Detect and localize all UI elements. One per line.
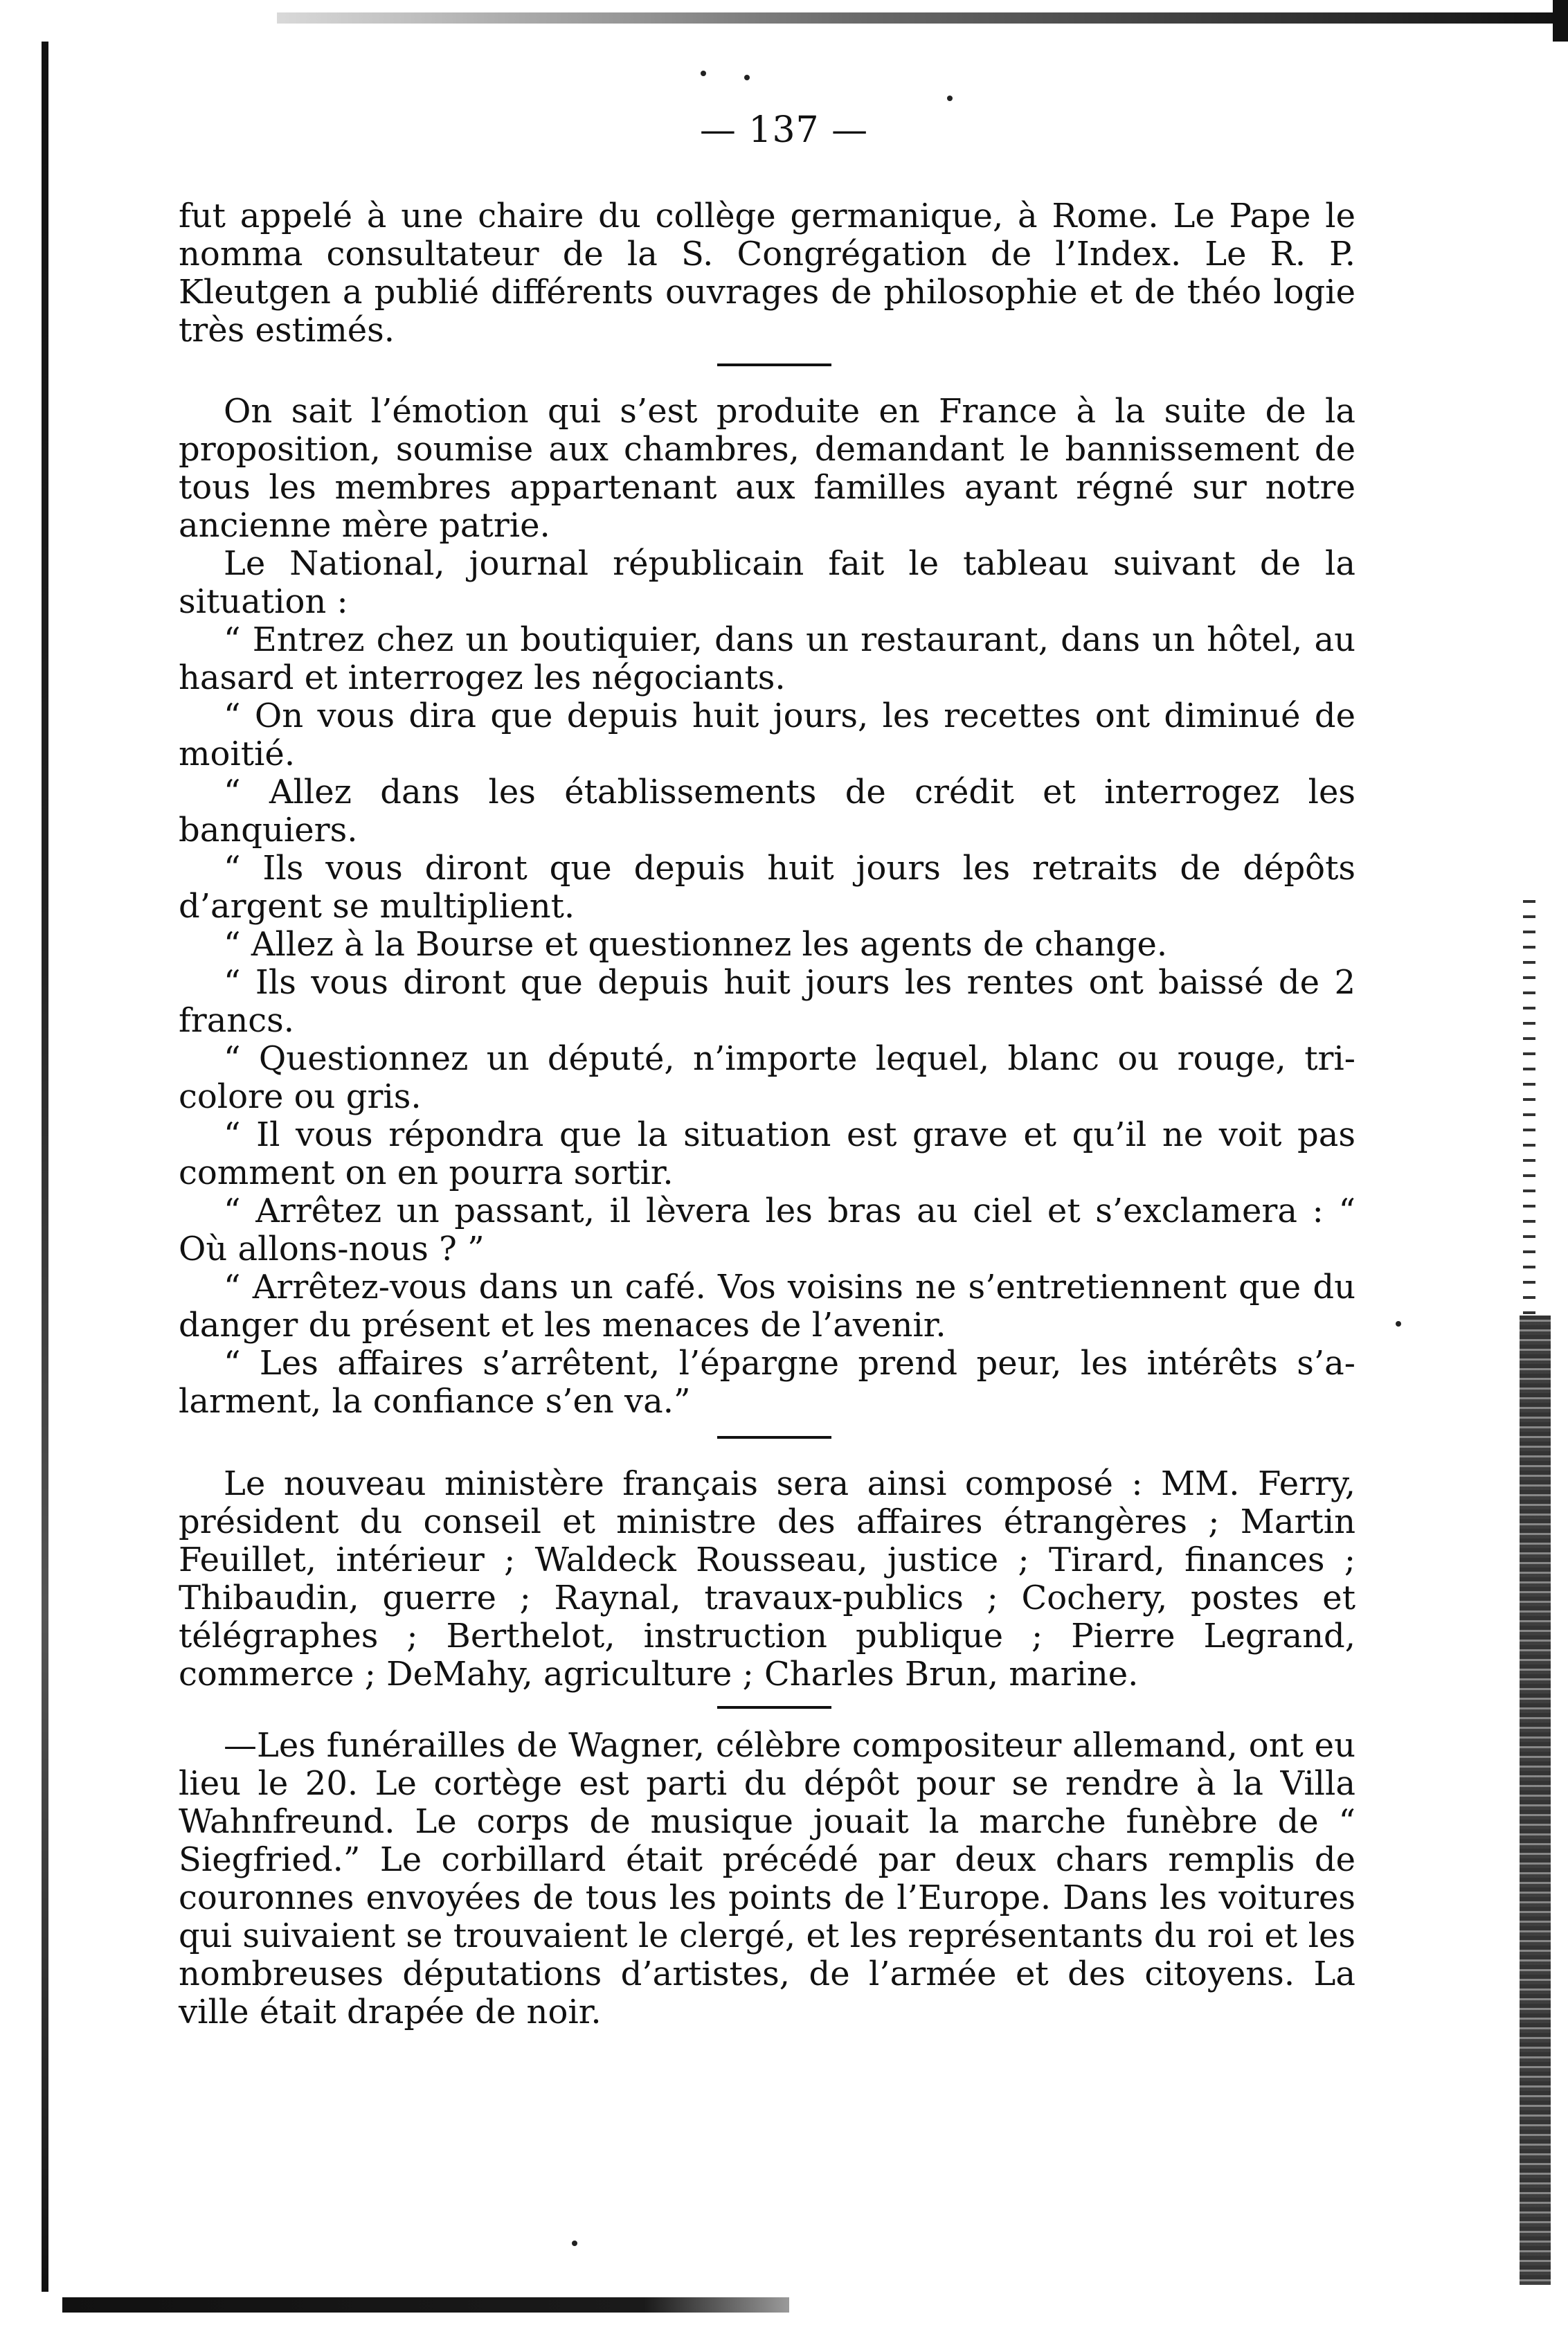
quote-line: “ Questionnez un député, n’importe lequel, blanc ou rouge, tri-colore ou gris. xyxy=(179,1039,1355,1116)
right-page-edge-upper xyxy=(1523,900,1535,1316)
speck-mark xyxy=(947,96,953,101)
quote-line: “ Arrêtez-vous dans un café. Vos voisins ne s’entretiennent que du danger du présent et les menaces de l’avenir. xyxy=(179,1268,1355,1345)
paragraph-national-intro: Le National, journal républicain fait le tableau suivant de la situation : xyxy=(179,544,1355,621)
section-separator xyxy=(717,1436,831,1439)
section-separator xyxy=(717,1706,831,1709)
speck-mark xyxy=(1396,1321,1401,1327)
speck-mark xyxy=(572,2241,577,2246)
quote-line: “ Allez dans les établissements de crédit et interrogez les banquiers. xyxy=(179,773,1355,850)
paragraph-kleutgen: fut appelé à une chaire du collège germanique, à Rome. Le Pape le nomma consultateur de la S. Congrégation de l’Index. Le R. P. Kleutgen a publié différents ouvrages de philosophie et de théo logie très estimés. xyxy=(179,197,1355,350)
paragraph-wagner: —Les funérailles de Wagner, célèbre compositeur allemand, ont eu lieu le 20. Le cortège est parti du dépôt pour se rendre à la Villa Wahnfreund. Le corps de musique jouait la marche funèbre de “ Siegfried.” Le corbillard était précédé par deux chars remplis de couronnes envoyées de tous les points de l’Europe. Dans les voitures qui suivaient se trouvaient le clergé, et les représentants du roi et les nombreuses députations d’artistes, de l’armée et des citoyens. La ville était drapée de noir. xyxy=(179,1726,1355,2031)
left-page-edge xyxy=(42,42,48,2292)
top-border-rule xyxy=(277,12,1565,24)
quote-line: “ Ils vous diront que depuis huit jours les rentes ont baissé de 2 francs. xyxy=(179,963,1355,1040)
page-number: — 137 — xyxy=(699,109,869,151)
paragraph-emotion: On sait l’émotion qui s’est produite en France à la suite de la proposition, soumise aux chambres, demandant le bannissement de tous les membres appartenant aux familles ayant régné sur notre ancienne mère patrie. xyxy=(179,392,1355,545)
section-separator xyxy=(717,363,831,366)
paragraph-ministry: Le nouveau ministère français sera ainsi composé : MM. Ferry, président du conseil et ministre des affaires étrangères ; Martin Feuillet, intérieur ; Waldeck Rousseau, justice ; Tirard, finances ; Thibaudin, guerre ; Raynal, travaux-publics ; Cochery, postes et télégraphes ; Berthelot, instruction publique ; Pierre Legrand, commerce ; DeMahy, agriculture ; Charles Brun, marine. xyxy=(179,1464,1355,1694)
page-body xyxy=(179,197,1355,2031)
quote-line: “ On vous dira que depuis huit jours, les recettes ont diminué de moitié. xyxy=(179,697,1355,773)
quote-line: “ Ils vous diront que depuis huit jours les retraits de dépôts d’argent se multiplient. xyxy=(179,849,1355,926)
right-page-edge-lower xyxy=(1520,1316,1551,2285)
bottom-border-rule xyxy=(62,2297,789,2313)
speck-mark xyxy=(744,75,750,80)
top-right-corner-mark xyxy=(1553,0,1568,42)
quote-line: “ Arrêtez un passant, il lèvera les bras au ciel et s’exclamera : “ Où allons-nous ? ” xyxy=(179,1192,1355,1268)
quote-line: “ Entrez chez un boutiquier, dans un restaurant, dans un hôtel, au hasard et interrogez les négociants. xyxy=(179,620,1355,697)
quote-line: “ Allez à la Bourse et questionnez les agents de change. xyxy=(224,925,1168,964)
quote-line: “ Les affaires s’arrêtent, l’épargne prend peur, les intérêts s’a-larment, la confiance s’en va.” xyxy=(179,1344,1355,1421)
speck-mark xyxy=(701,71,706,76)
quote-line: “ Il vous répondra que la situation est grave et qu’il ne voit pas comment on en pourra sortir. xyxy=(179,1115,1355,1192)
